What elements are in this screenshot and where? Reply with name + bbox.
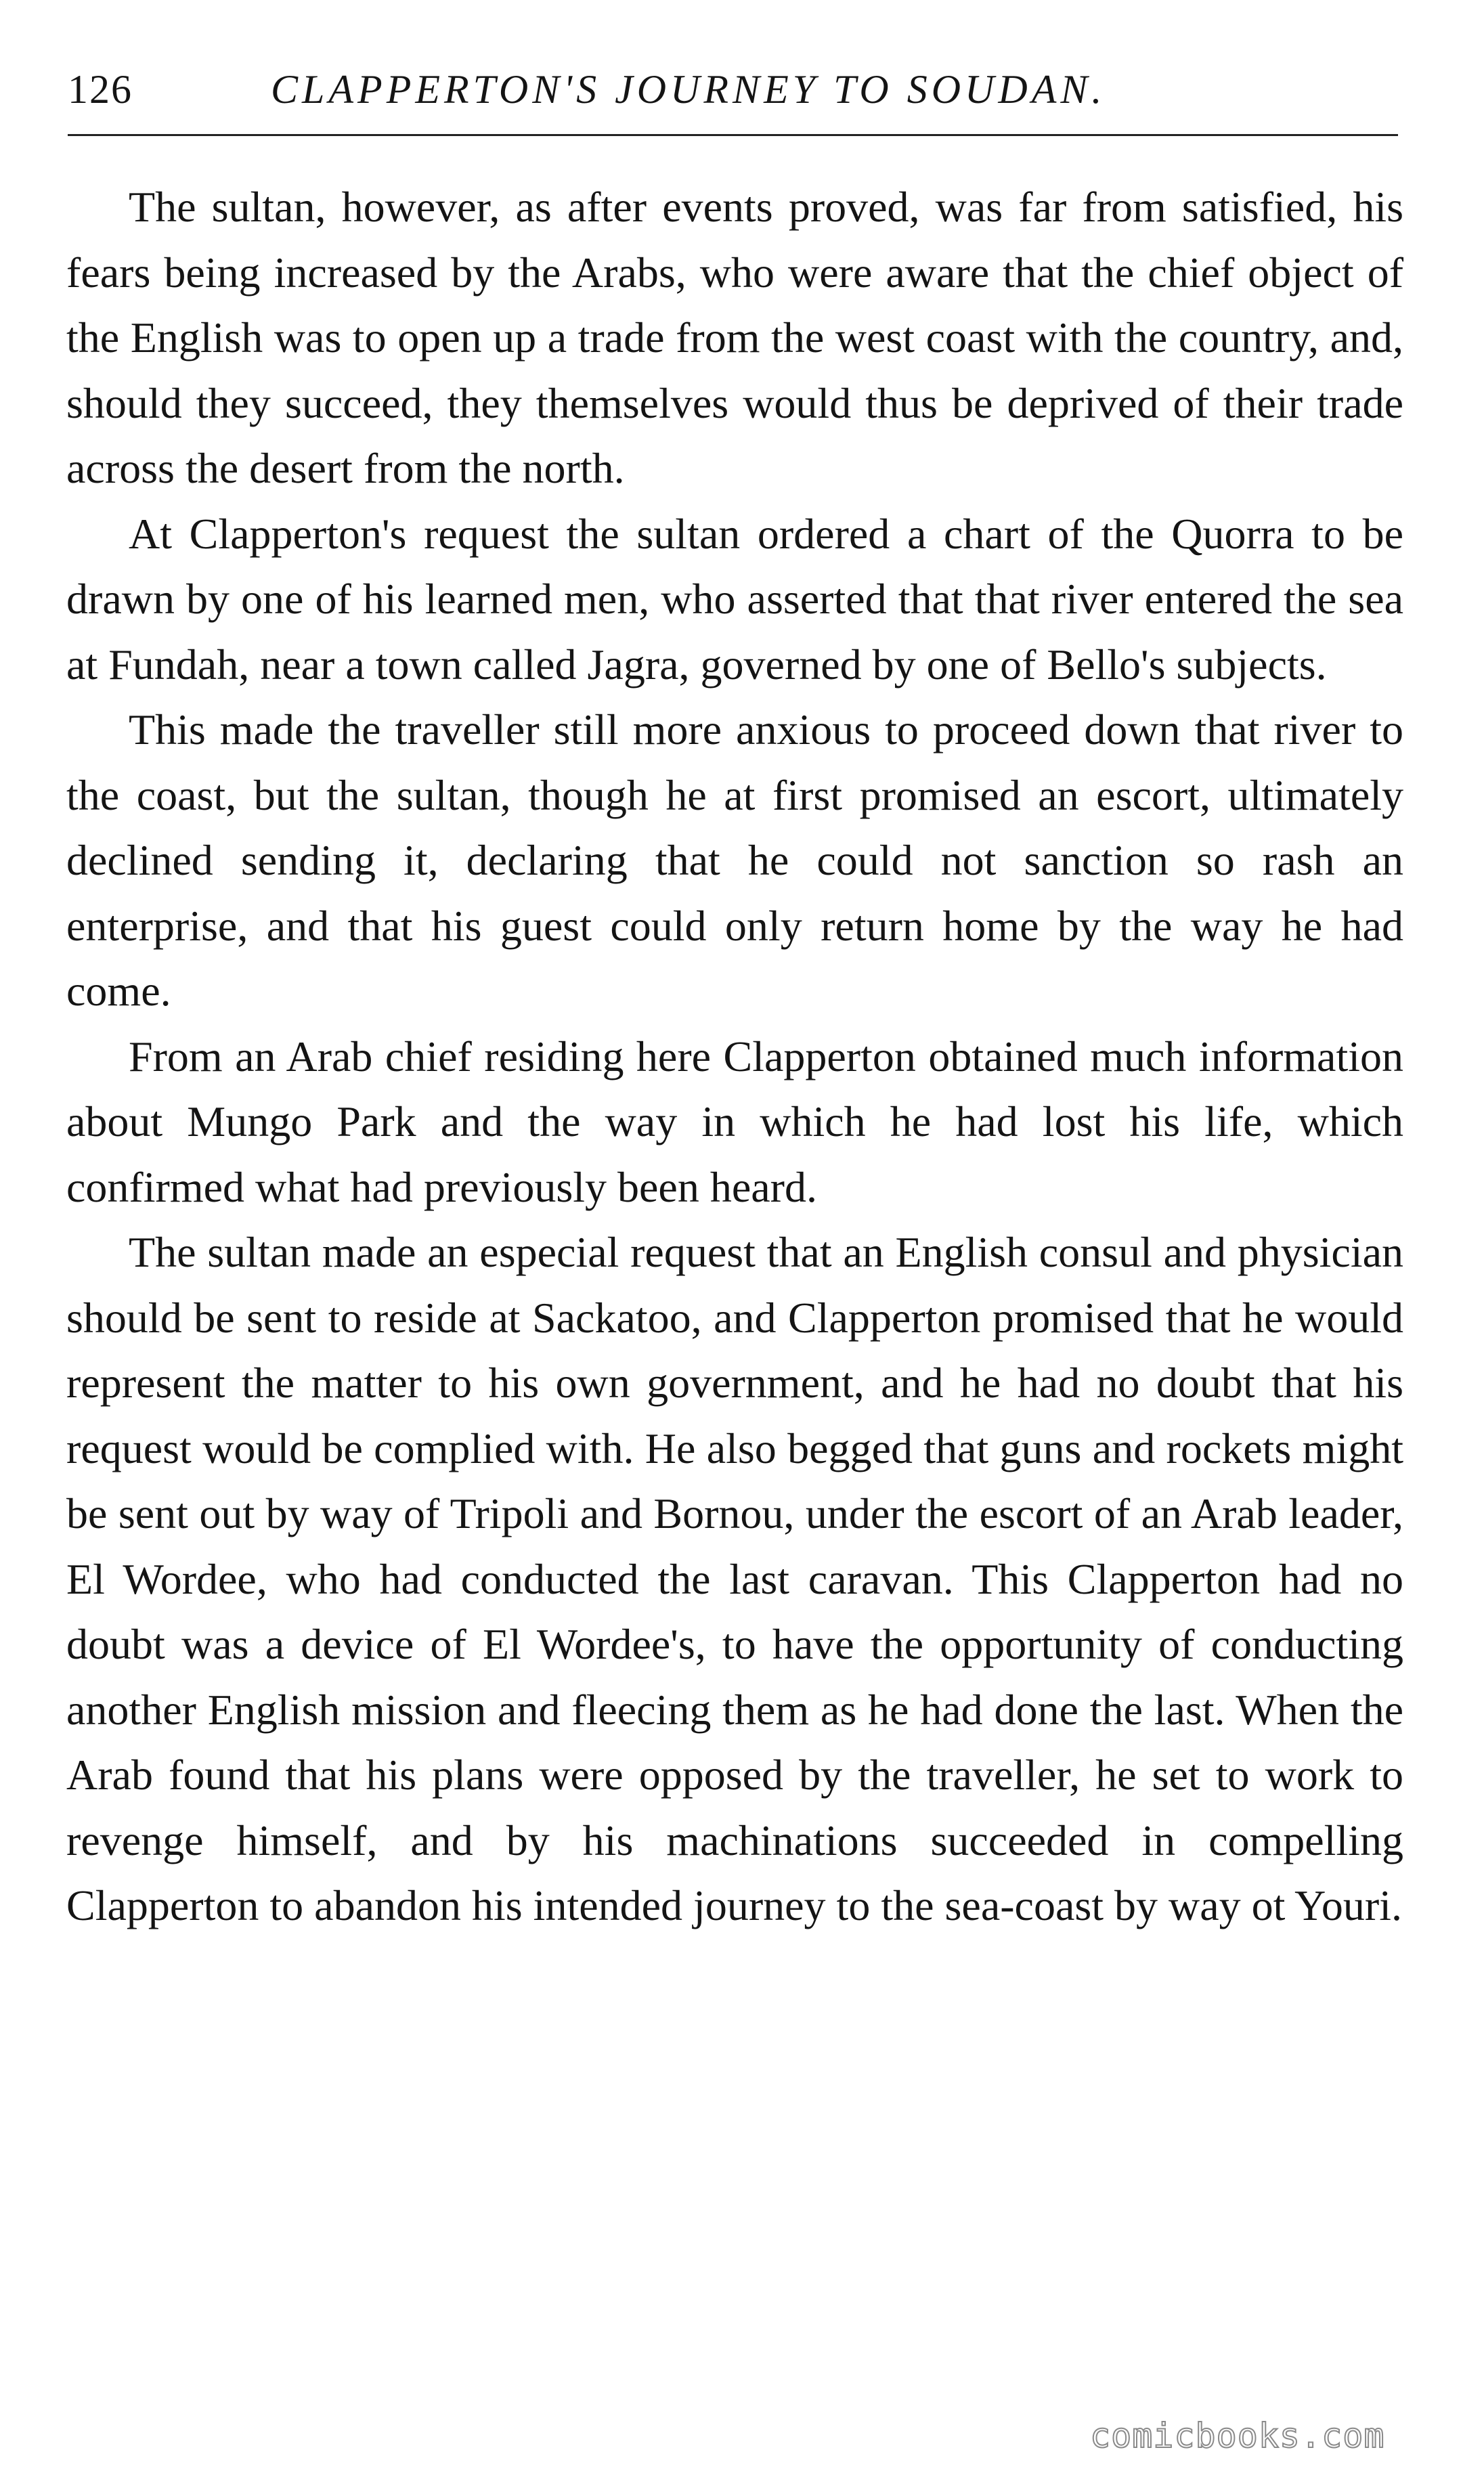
paragraph: The sultan, however, as after events proved, was far from satisfied, his fears being increased by the Arabs, who were aware that the chief object of the English was to open up a trade from the west coast with the country, and, should they succeed, they themselves would thus be deprived of their trade across the desert from the north. [66, 183, 1403, 492]
paragraph: From an Arab chief residing here Clapperton obtained much information about Mungo Park and the way in which he had lost his life, which confirmed what had previously been heard. [66, 1032, 1403, 1211]
header-rule [68, 134, 1398, 136]
running-title: CLAPPERTON'S JOURNEY TO SOUDAN. [271, 67, 1106, 112]
watermark: comicbooks.com [1090, 2416, 1385, 2455]
paragraph: This made the traveller still more anxious to proceed down that river to the coast, but the sultan, though he at first promised an escort, ultimately declined sending it, declaring that he could not sanction so rash an enterprise, and that his guest could only return home by the way he had come. [66, 705, 1403, 1015]
paragraph: The sultan made an especial request that an English consul and physician should be sent to reside at Sackatoo, and Clapperton promised that he would represent the matter to his own government, and he had no doubt that his request would be complied with. He also begged that guns and rockets might be sent out by way of Tripoli and Bornou, under the escort of an Arab leader, El Wordee, who had conducted the last caravan. This Clapperton had no doubt was a device of El Wordee's, to have the opportunity of conducting another English mission and fleecing them as he had done the last. When the Arab found that his plans were opposed by the traveller, he set to work to revenge himself, and by his machinations succeeded in compelling Clapperton to abandon his intended journey to the sea-coast by way ot Youri. [66, 1228, 1403, 1929]
paragraph: At Clapperton's request the sultan ordered a chart of the Quorra to be drawn by one of his learned men, who asserted that that river entered the sea at Fundah, near a town called Jagra, governed by one of Bello's subjects. [66, 509, 1403, 688]
page-number: 126 [68, 67, 133, 112]
body-text [66, 175, 1403, 1939]
running-head [68, 62, 1395, 116]
